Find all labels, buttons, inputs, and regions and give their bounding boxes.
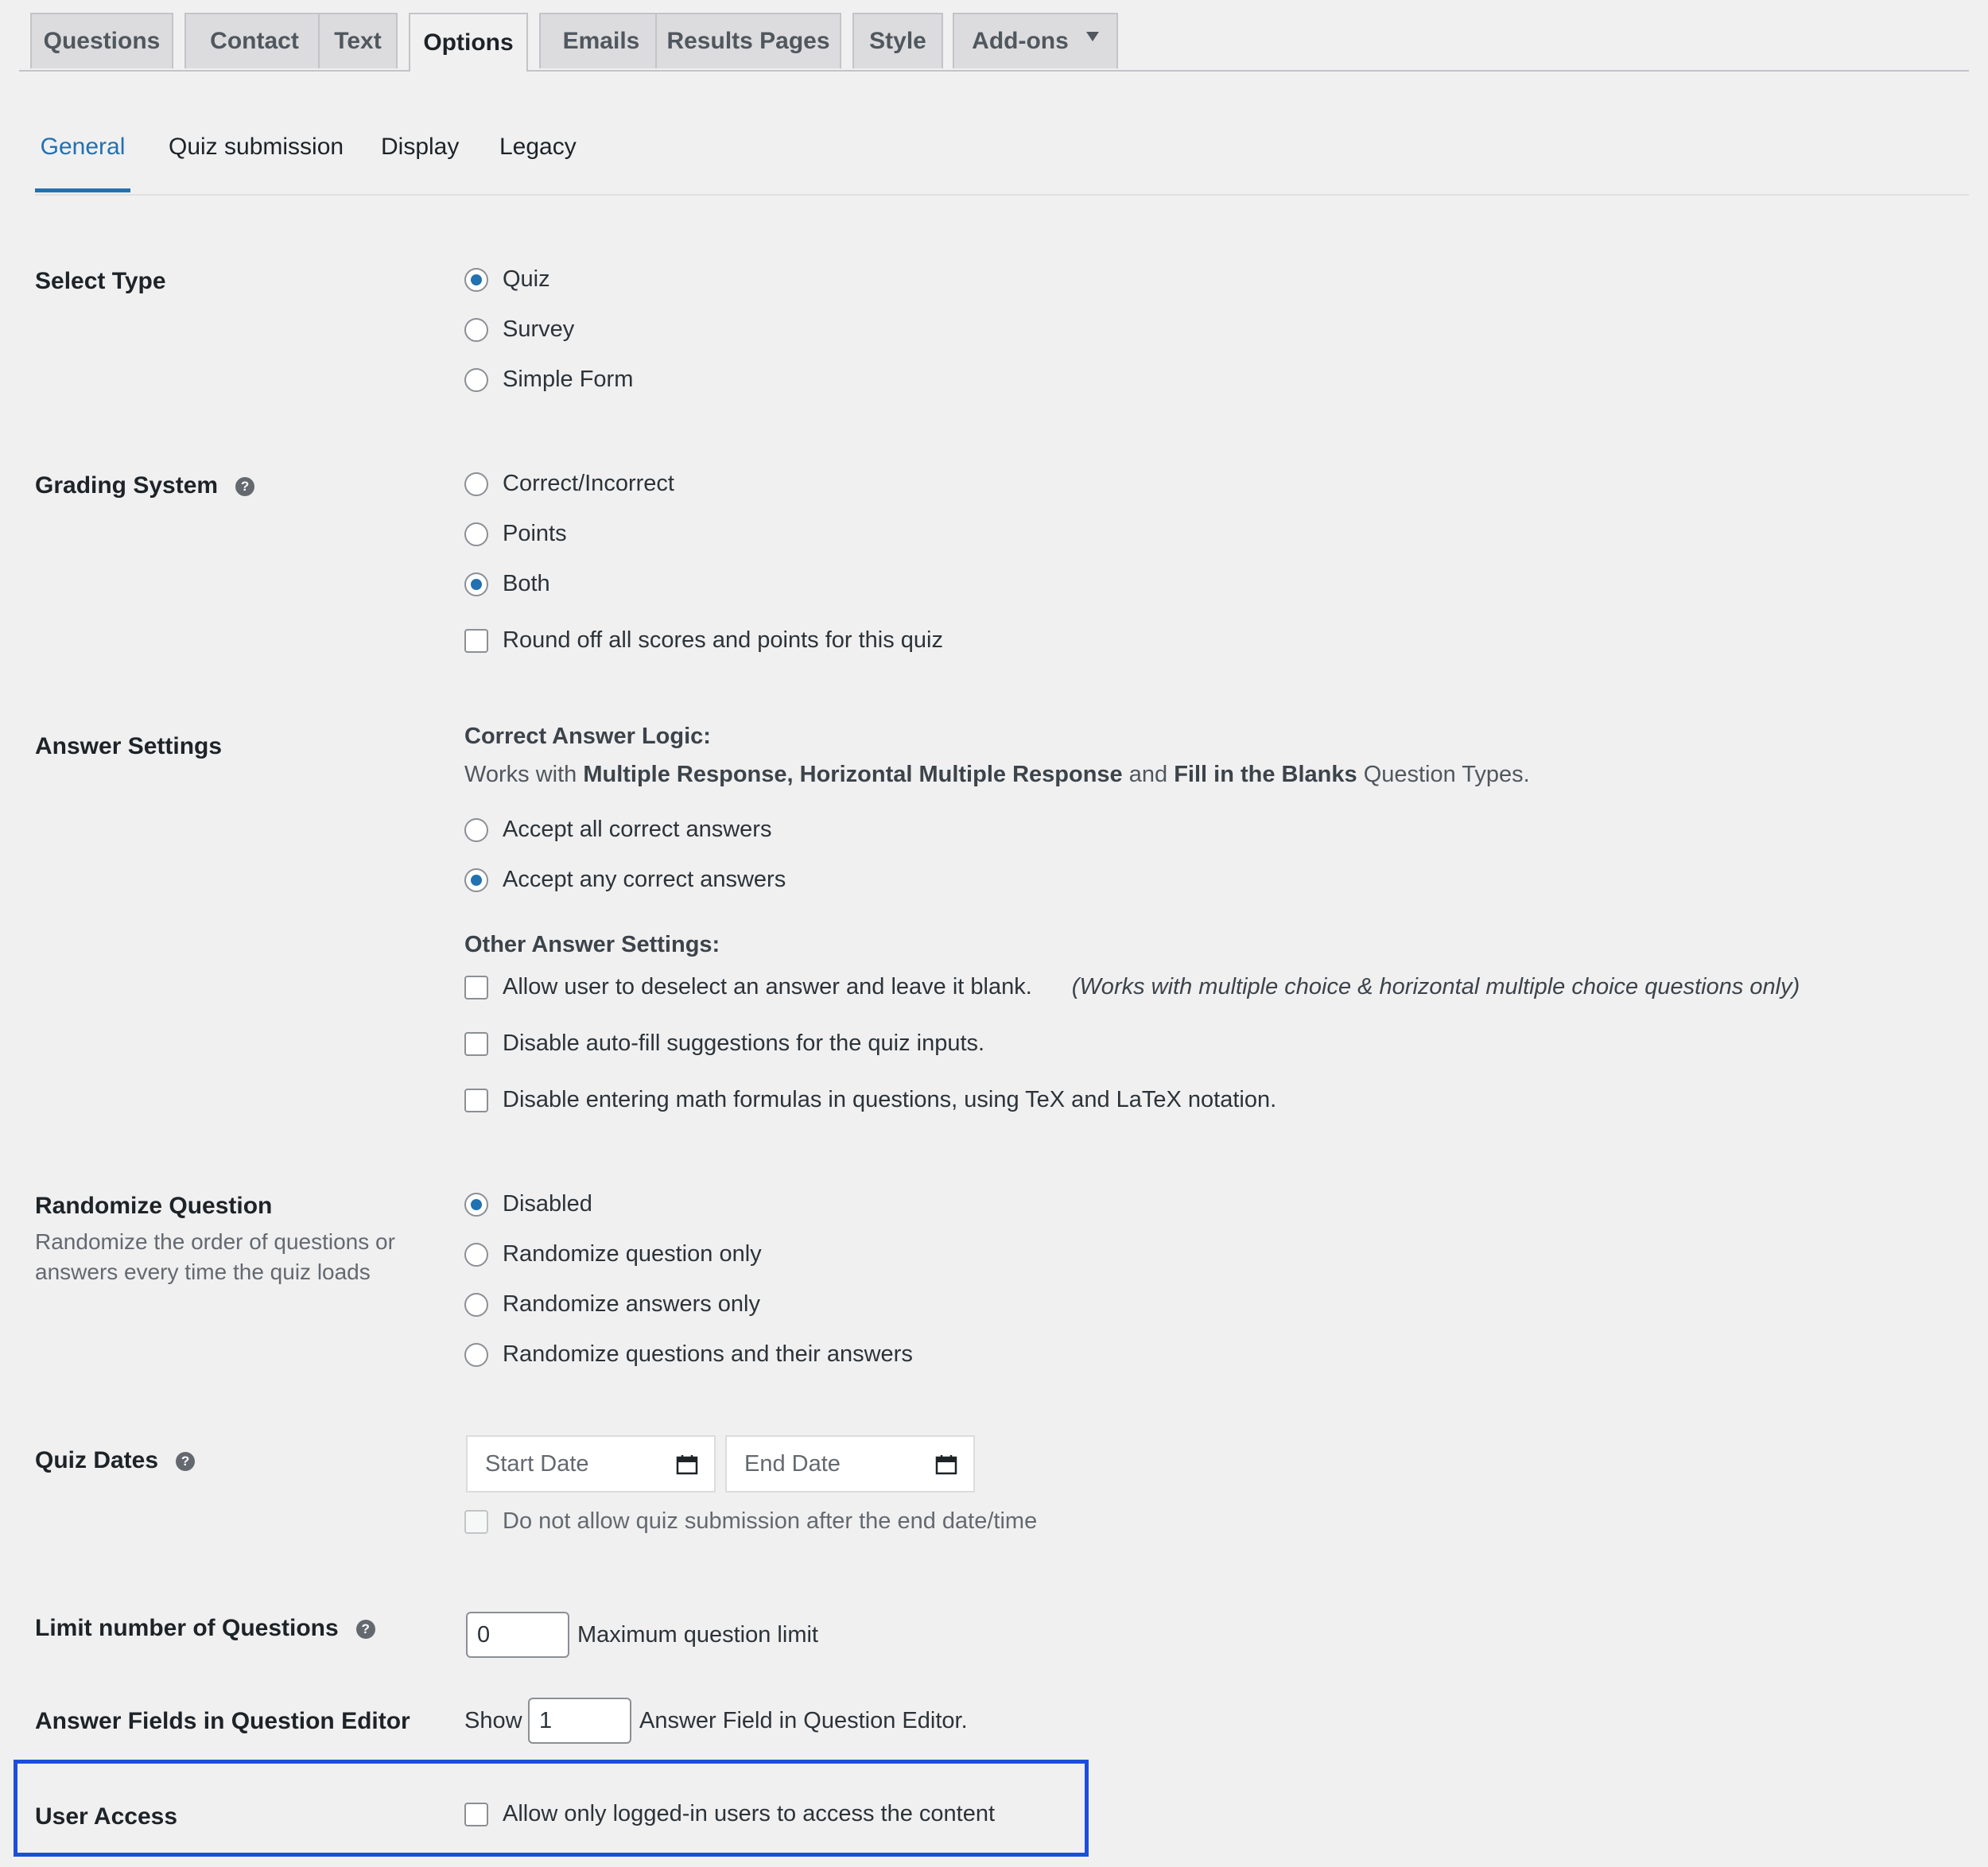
tab-add-ons-label: Add-ons: [972, 28, 1069, 54]
radio-button-checked[interactable]: [464, 1193, 488, 1217]
radio-survey[interactable]: [464, 316, 574, 343]
radio-label: Survey: [503, 316, 575, 342]
tab-text[interactable]: Text: [318, 13, 398, 68]
radio-button[interactable]: [464, 818, 488, 842]
other-answer-settings-heading: Other Answer Settings:: [464, 932, 720, 957]
checkbox-disable-autofill[interactable]: [464, 1031, 984, 1057]
randomize-question-label: Randomize Question: [35, 1193, 273, 1219]
works-types-2: Fill in the Blanks: [1174, 762, 1357, 787]
checkbox-label: Allow only logged-in users to access the content: [503, 1801, 996, 1826]
grading-system-label: [35, 472, 254, 499]
quiz-dates-text: Quiz Dates: [35, 1447, 159, 1473]
checkbox-label: Disable auto-fill suggestions for the quiz inputs.: [503, 1031, 985, 1056]
randomize-description: Randomize the order of questions or answers every time the quiz loads: [35, 1229, 395, 1284]
correct-answer-logic-heading: Correct Answer Logic:: [464, 724, 711, 749]
radio-button-checked[interactable]: [464, 868, 488, 892]
select-type-label: Select Type: [35, 268, 166, 294]
radio-label: Simple Form: [503, 367, 634, 392]
checkbox-label: Allow user to deselect an answer and leave it blank.: [503, 974, 1032, 999]
checkbox-label: Disable entering math formulas in questions, using TeX and LaTeX notation.: [503, 1087, 1277, 1112]
radio-randomize-both[interactable]: [464, 1341, 913, 1368]
works-with-text: [464, 762, 1530, 788]
end-date-input[interactable]: [725, 1435, 975, 1492]
checkbox[interactable]: [464, 976, 488, 999]
answer-settings-label: Answer Settings: [35, 733, 223, 759]
radio-label: Quiz: [503, 266, 550, 292]
tab-style[interactable]: Style: [852, 13, 943, 68]
sub-tab-bar: [35, 111, 1969, 196]
limit-questions-label: [35, 1615, 375, 1642]
start-date-input[interactable]: [466, 1435, 716, 1492]
tab-results-pages[interactable]: Results Pages: [655, 13, 841, 68]
checkbox[interactable]: [464, 1032, 488, 1056]
radio-button[interactable]: [464, 472, 488, 496]
tab-questions[interactable]: Questions: [30, 13, 173, 68]
radio-button-checked[interactable]: [464, 268, 488, 292]
top-tab-bar: [19, 0, 1969, 72]
radio-label: Accept all correct answers: [503, 817, 772, 842]
works-types-1: Multiple Response, Horizontal Multiple Response: [583, 762, 1123, 787]
end-date-placeholder: End Date: [744, 1450, 841, 1477]
checkbox-round-off[interactable]: [464, 627, 943, 654]
answer-fields-input[interactable]: 1: [528, 1698, 631, 1744]
radio-button[interactable]: [464, 1293, 488, 1317]
radio-label: Both: [503, 571, 550, 596]
radio-label: Points: [503, 521, 567, 546]
radio-label: Correct/Incorrect: [503, 471, 674, 496]
radio-label: Randomize question only: [503, 1241, 762, 1267]
radio-accept-all[interactable]: [464, 817, 771, 843]
radio-points[interactable]: [464, 521, 567, 547]
checkbox-no-submit-after-end[interactable]: [464, 1508, 1037, 1535]
radio-label: Disabled: [503, 1191, 592, 1217]
works-prefix: Works with: [464, 762, 577, 787]
subtab-quiz-submission[interactable]: Quiz submission: [169, 134, 344, 160]
checkbox-label: Do not allow quiz submission after the end date/time: [503, 1508, 1038, 1534]
limit-questions-suffix: Maximum question limit: [577, 1622, 818, 1648]
tab-options[interactable]: Options: [409, 13, 528, 72]
help-icon[interactable]: ?: [356, 1620, 375, 1639]
checkbox-allow-deselect[interactable]: [464, 974, 1800, 1000]
radio-label: Accept any correct answers: [503, 867, 786, 892]
checkbox[interactable]: [464, 1803, 488, 1826]
radio-button[interactable]: [464, 1343, 488, 1367]
help-icon[interactable]: ?: [235, 477, 254, 496]
help-icon[interactable]: ?: [176, 1452, 195, 1471]
subtab-general[interactable]: General: [35, 111, 130, 192]
works-and: and: [1128, 762, 1168, 787]
answer-fields-label: Answer Fields in Question Editor: [35, 1708, 410, 1734]
checkbox-logged-in-only[interactable]: [464, 1801, 995, 1827]
radio-button[interactable]: [464, 1243, 488, 1267]
tab-emails[interactable]: Emails: [539, 13, 663, 68]
radio-accept-any[interactable]: [464, 867, 786, 893]
radio-button[interactable]: [464, 368, 488, 392]
answer-fields-suffix: Answer Field in Question Editor.: [639, 1708, 968, 1733]
checkbox-disable-math[interactable]: [464, 1087, 1276, 1113]
radio-both[interactable]: [464, 571, 550, 597]
start-date-placeholder: Start Date: [485, 1450, 589, 1477]
limit-questions-text: Limit number of Questions: [35, 1615, 339, 1641]
radio-randomize-answers[interactable]: [464, 1291, 760, 1318]
subtab-legacy[interactable]: Legacy: [499, 134, 577, 160]
checkbox[interactable]: [464, 1510, 488, 1534]
radio-button[interactable]: [464, 318, 488, 342]
radio-label: Randomize answers only: [503, 1291, 760, 1317]
chevron-down-icon: [1086, 32, 1099, 41]
deselect-note: (Works with multiple choice & horizontal multiple choice questions only): [1071, 974, 1800, 999]
radio-simple-form[interactable]: [464, 367, 633, 393]
user-access-label: User Access: [35, 1803, 178, 1830]
checkbox-label: Round off all scores and points for this quiz: [503, 627, 944, 653]
calendar-icon[interactable]: [676, 1454, 698, 1475]
limit-questions-input[interactable]: 0: [466, 1612, 569, 1658]
answer-fields-prefix: Show: [464, 1708, 522, 1733]
radio-correct-incorrect[interactable]: [464, 471, 674, 497]
quiz-dates-label: [35, 1447, 195, 1474]
radio-randomize-question[interactable]: [464, 1241, 762, 1267]
grading-system-text: Grading System: [35, 472, 219, 499]
checkbox[interactable]: [464, 1089, 488, 1112]
radio-button-checked[interactable]: [464, 573, 488, 596]
subtab-display[interactable]: Display: [381, 134, 460, 160]
radio-label: Randomize questions and their answers: [503, 1341, 913, 1367]
radio-randomize-disabled[interactable]: [464, 1191, 592, 1217]
tab-add-ons[interactable]: [953, 13, 1118, 68]
tab-contact[interactable]: Contact: [184, 13, 324, 68]
checkbox[interactable]: [464, 629, 488, 653]
calendar-icon[interactable]: [935, 1454, 957, 1475]
works-suffix: Question Types.: [1363, 762, 1530, 787]
radio-quiz[interactable]: [464, 266, 550, 293]
radio-button[interactable]: [464, 522, 488, 546]
